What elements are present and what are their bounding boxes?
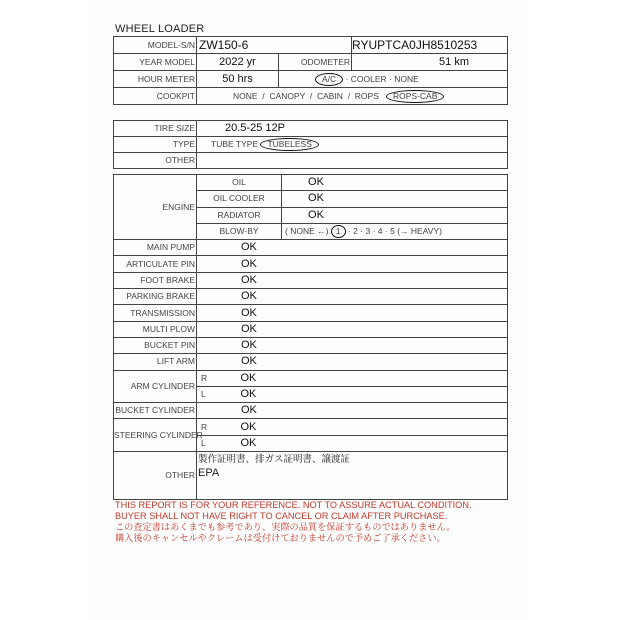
table-row bbox=[114, 153, 508, 169]
tire-type-label: TYPE bbox=[114, 137, 197, 153]
item-label: MAIN PUMP bbox=[114, 240, 197, 256]
table-row bbox=[114, 272, 508, 288]
inspection-other-value bbox=[197, 452, 508, 500]
disclaimer bbox=[115, 500, 472, 544]
serial-value: RYUPTCA0JH8510253 bbox=[352, 37, 508, 54]
table-row bbox=[114, 240, 508, 256]
item-label: TRANSMISSION bbox=[114, 305, 197, 321]
item-label: FOOT BRAKE bbox=[114, 272, 197, 288]
tire-size-label: TIRE SIZE bbox=[114, 121, 197, 137]
tire-type-options bbox=[197, 137, 508, 153]
table-row bbox=[114, 88, 508, 105]
document-title: WHEEL LOADER bbox=[115, 23, 205, 35]
blow-by-scale: ( NONE ←) 1 · 2 · 3 · 4 · 5 (→ HEAVY) bbox=[282, 223, 508, 239]
engine-label: ENGINE bbox=[114, 175, 197, 240]
table-row bbox=[114, 137, 508, 153]
table-row bbox=[114, 370, 508, 386]
aircon-option: COOLER bbox=[350, 74, 387, 84]
blow-by-scale-right: (→ HEAVY) bbox=[397, 226, 442, 237]
table-row bbox=[114, 337, 508, 353]
engine-item-value: OK bbox=[282, 191, 508, 207]
tire-other-label: OTHER bbox=[114, 153, 197, 169]
cookpit-option: CABIN bbox=[316, 91, 343, 101]
steering-cylinder-l-label: L bbox=[197, 435, 227, 451]
item-value: OK bbox=[197, 337, 508, 353]
arm-cylinder-r-value: OK bbox=[227, 370, 508, 386]
cookpit-label: COOKPIT bbox=[114, 88, 197, 105]
item-value: OK bbox=[197, 354, 508, 370]
arm-cylinder-l-value: OK bbox=[227, 386, 508, 402]
engine-item-value: OK bbox=[282, 207, 508, 223]
year-model-label: YEAR MODEL bbox=[114, 54, 197, 71]
aircon-option-selected: A/C bbox=[315, 73, 343, 86]
blow-by-option: 4 bbox=[377, 226, 383, 237]
odometer-value: 51 km bbox=[352, 54, 508, 71]
table-row bbox=[114, 419, 508, 435]
cookpit-option: CANOPY bbox=[269, 91, 306, 101]
odometer-label: ODOMETER bbox=[279, 54, 352, 71]
item-label: ARTICULATE PIN bbox=[114, 256, 197, 272]
aircon-options: A/C · COOLER · NONE bbox=[279, 71, 508, 88]
tire-other-value bbox=[197, 153, 508, 169]
item-value: OK bbox=[197, 321, 508, 337]
blow-by-option: 2 bbox=[353, 226, 358, 237]
arm-cylinder-label: ARM CYLINDER bbox=[114, 370, 197, 403]
hour-meter-value: 50 hrs bbox=[197, 71, 279, 88]
other-documents-line: 製作証明書、排ガス証明書、譲渡証 bbox=[198, 454, 351, 466]
steering-cylinder-label: STEERING CYLINDER bbox=[114, 419, 197, 452]
hour-meter-label: HOUR METER bbox=[114, 71, 197, 88]
table-row bbox=[114, 354, 508, 370]
cookpit-option: ROPS bbox=[354, 91, 379, 101]
inspection-table bbox=[113, 174, 508, 500]
aircon-option: NONE bbox=[394, 74, 419, 84]
cookpit-options: NONE / CANOPY / CABIN / ROPS ROPS-CAB bbox=[197, 88, 508, 105]
arm-cylinder-r-label: R bbox=[197, 370, 227, 386]
blow-by-selected: 1 bbox=[331, 225, 346, 238]
bucket-cylinder-label: BUCKET CYLINDER bbox=[114, 403, 197, 419]
engine-item-label: OIL bbox=[197, 175, 282, 191]
table-row bbox=[114, 452, 508, 500]
item-value: OK bbox=[197, 305, 508, 321]
table-row bbox=[114, 321, 508, 337]
item-value: OK bbox=[197, 240, 508, 256]
table-row bbox=[114, 256, 508, 272]
cookpit-option: NONE bbox=[233, 91, 258, 101]
model-value: ZW150-6 bbox=[197, 37, 352, 54]
item-value: OK bbox=[197, 256, 508, 272]
vehicle-info-table bbox=[113, 36, 508, 105]
disclaimer-line: THIS REPORT IS FOR YOUR REFERENCE. NOT TO ASSURE ACTUAL CONDITION. bbox=[115, 500, 472, 510]
blow-by-option: 5 bbox=[390, 226, 395, 237]
bucket-cylinder-value: OK bbox=[197, 403, 508, 419]
steering-cylinder-r-value: OK bbox=[227, 419, 508, 435]
item-label: PARKING BRAKE bbox=[114, 289, 197, 305]
table-row bbox=[114, 37, 508, 54]
item-label: LIFT ARM bbox=[114, 354, 197, 370]
table-row bbox=[114, 175, 508, 191]
table-row bbox=[114, 289, 508, 305]
disclaimer-line: この査定書はあくまでも参考であり、実際の品質を保証するものではありません。 bbox=[115, 522, 456, 532]
engine-item-label: BLOW-BY bbox=[197, 223, 282, 239]
item-label: BUCKET PIN bbox=[114, 337, 197, 353]
arm-cylinder-l-label: L bbox=[197, 386, 227, 402]
cookpit-option-selected: ROPS-CAB bbox=[386, 90, 444, 103]
tire-type-option: TUBE TYPE bbox=[211, 139, 259, 149]
table-row bbox=[114, 121, 508, 137]
engine-item-value: OK bbox=[282, 175, 508, 191]
steering-cylinder-r-label: R bbox=[197, 419, 227, 435]
table-row bbox=[114, 54, 508, 71]
other-epa-line: EPA bbox=[198, 467, 220, 480]
blow-by-option: 3 bbox=[365, 226, 371, 237]
item-label: MULTI PLOW bbox=[114, 321, 197, 337]
table-row bbox=[114, 305, 508, 321]
model-sn-label: MODEL-S/N bbox=[114, 37, 197, 54]
steering-cylinder-l-value: OK bbox=[227, 435, 508, 451]
table-row bbox=[114, 403, 508, 419]
year-model-value: 2022 yr bbox=[197, 54, 279, 71]
table-row bbox=[114, 71, 508, 88]
tire-size-value: 20.5-25 12P bbox=[197, 121, 508, 137]
tire-type-option-selected: TUBELESS bbox=[260, 138, 318, 151]
tire-table bbox=[113, 120, 508, 169]
engine-item-label: OIL COOLER bbox=[197, 191, 282, 207]
blow-by-scale-left: ( NONE ←) bbox=[285, 226, 329, 237]
disclaimer-line: BUYER SHALL NOT HAVE RIGHT TO CANCEL OR CLAIM AFTER PURCHASE. bbox=[115, 511, 448, 521]
inspection-other-label: OTHER bbox=[114, 452, 197, 500]
item-value: OK bbox=[197, 272, 508, 288]
engine-item-label: RADIATOR bbox=[197, 207, 282, 223]
disclaimer-line: 購入後のキャンセルやクレームは受付けておりませんので予めご了承ください。 bbox=[115, 533, 446, 543]
item-value: OK bbox=[197, 289, 508, 305]
